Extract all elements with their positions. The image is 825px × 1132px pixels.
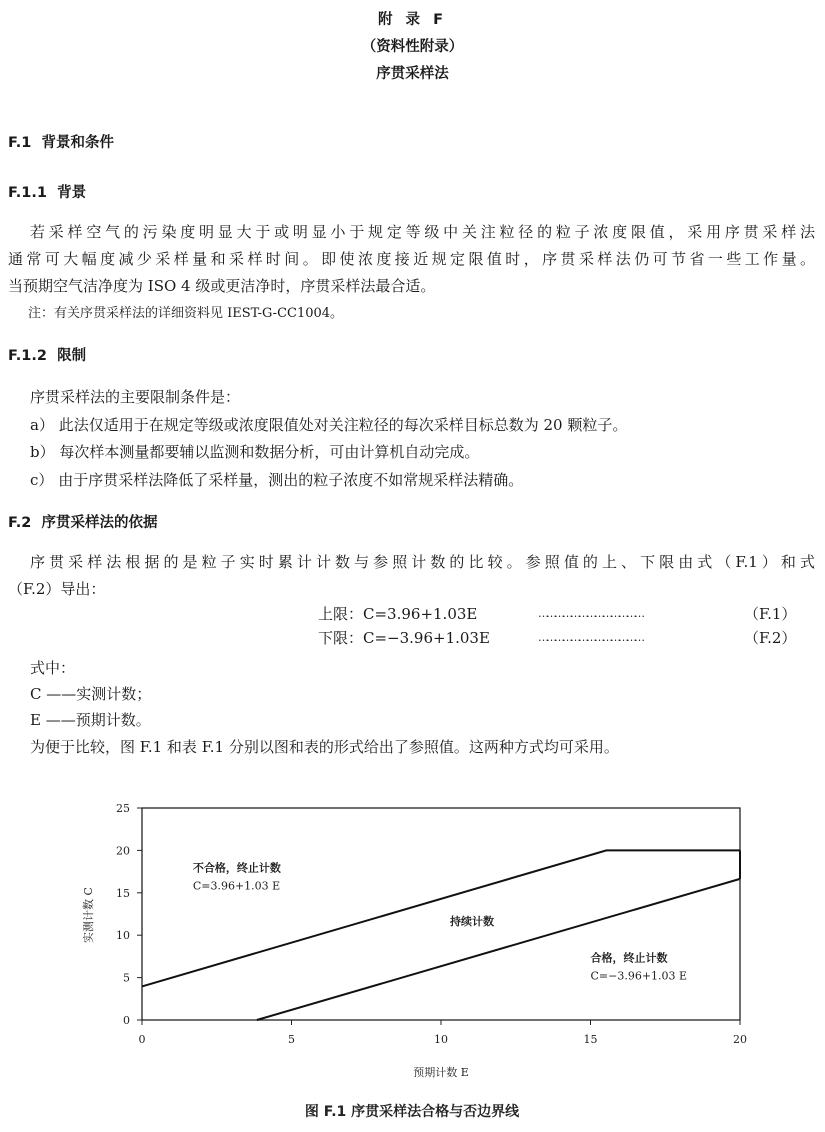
region-annotation: 不合格，终止计数 (192, 861, 281, 875)
list-item (30, 441, 479, 462)
x-tick-label: 10 (434, 1033, 448, 1046)
y-axis-label: 实测计数 C (82, 887, 95, 943)
section-title: 序贯采样法的依据 (41, 515, 158, 531)
paragraph-line: 当预期空气洁净度为 ISO 4 级或更洁净时，序贯采样法最合适。 (8, 277, 436, 295)
section-number: F.1.1 (8, 185, 47, 201)
section-f1-heading (8, 131, 114, 152)
section-number: F.1 (8, 135, 32, 151)
x-axis-label: 预期计数 E (413, 1066, 469, 1079)
list-marker: a） (30, 416, 54, 434)
paragraph-line: 通常可大幅度减少采样量和采样时间。即使浓度接近规定限值时，序贯采样法仍可节省一些工作量。 (8, 250, 815, 268)
y-tick-label: 10 (116, 929, 130, 943)
definition-e: E ——预期计数。 (30, 711, 151, 729)
formula-ref: （F.2） (744, 629, 797, 647)
paragraph-line: 若采样空气的污染度明显大于或明显小于规定等级中关注粒径的粒子浓度限值，采用序贯采样法 (30, 223, 815, 241)
x-tick-label: 0 (138, 1033, 146, 1046)
section-number: F.1.2 (8, 348, 47, 364)
chart-labels (193, 861, 687, 983)
appendix-title: 序贯采样法 (376, 66, 449, 82)
plot-frame (142, 808, 740, 1020)
paragraph-line: 为便于比较，图 F.1 和表 F.1 分别以图和表的形式给出了参照值。这两种方式均可采用。 (30, 738, 619, 756)
section-title: 背景 (57, 185, 87, 201)
formula-upper: 上限：C=3.96+1.03E (318, 605, 478, 623)
section-title: 背景和条件 (41, 135, 114, 151)
y-tick-label: 0 (123, 1014, 130, 1027)
boundary-line (257, 879, 740, 1020)
list-text: 每次样本测量都要辅以监测和数据分析，可由计算机自动完成。 (59, 443, 480, 461)
list-marker: c） (30, 471, 54, 489)
section-f2-heading (8, 511, 157, 532)
y-tick-label: 5 (123, 971, 130, 985)
formula-ref: （F.1） (744, 605, 797, 623)
paragraph-line: 序贯采样法的主要限制条件是： (30, 388, 241, 406)
definition-c: C ——实测计数； (30, 685, 152, 703)
y-tick-label: 20 (116, 844, 130, 858)
y-tick-label: 25 (116, 802, 130, 815)
section-title: 限制 (57, 348, 87, 364)
region-annotation: C=−3.96+1.03 E (590, 969, 688, 983)
appendix-type: （资料性附录） (361, 39, 464, 55)
list-item (30, 414, 627, 435)
figure-f1-chart (0, 790, 825, 1132)
x-tick-label: 15 (583, 1033, 598, 1046)
list-text: 此法仅适用于在规定等级或浓度限值处对关注粒径的每次采样目标总数为 20 颗粒子。 (58, 416, 628, 434)
region-annotation: 持续计数 (449, 915, 494, 929)
note: 注：有关序贯采样法的详细资料见 IEST-G-CC1004。 (28, 306, 344, 321)
y-tick-label: 15 (116, 886, 130, 900)
figure-caption: 图 F.1 序贯采样法合格与否边界线 (304, 1104, 520, 1120)
list-text: 由于序贯采样法降低了采样量，测出的粒子浓度不如常规采样法精确。 (58, 471, 524, 489)
formula-dots: ………………………………… (538, 631, 642, 644)
formula-dots: ………………………………… (538, 607, 642, 620)
paragraph-line: （F.2）导出： (8, 580, 106, 598)
where-label: 式中： (30, 659, 76, 677)
section-f12-heading (8, 344, 86, 365)
paragraph-line: 序贯采样法根据的是粒子实时累计计数与参照计数的比较。参照值的上、下限由式（F.1）和式 (30, 553, 815, 571)
section-number: F.2 (8, 515, 32, 531)
section-f11-heading (8, 181, 86, 202)
list-marker: b） (30, 443, 55, 461)
appendix-label: 附 录 F (377, 12, 447, 28)
axes (116, 802, 747, 1046)
list-item (30, 469, 523, 490)
region-annotation: 合格，终止计数 (590, 951, 668, 965)
x-tick-label: 20 (733, 1033, 747, 1046)
formula-lower: 下限：C=−3.96+1.03E (318, 629, 490, 647)
region-annotation: C=3.96+1.03 E (192, 879, 281, 893)
x-tick-label: 5 (288, 1033, 295, 1046)
series-lines (142, 850, 740, 1020)
